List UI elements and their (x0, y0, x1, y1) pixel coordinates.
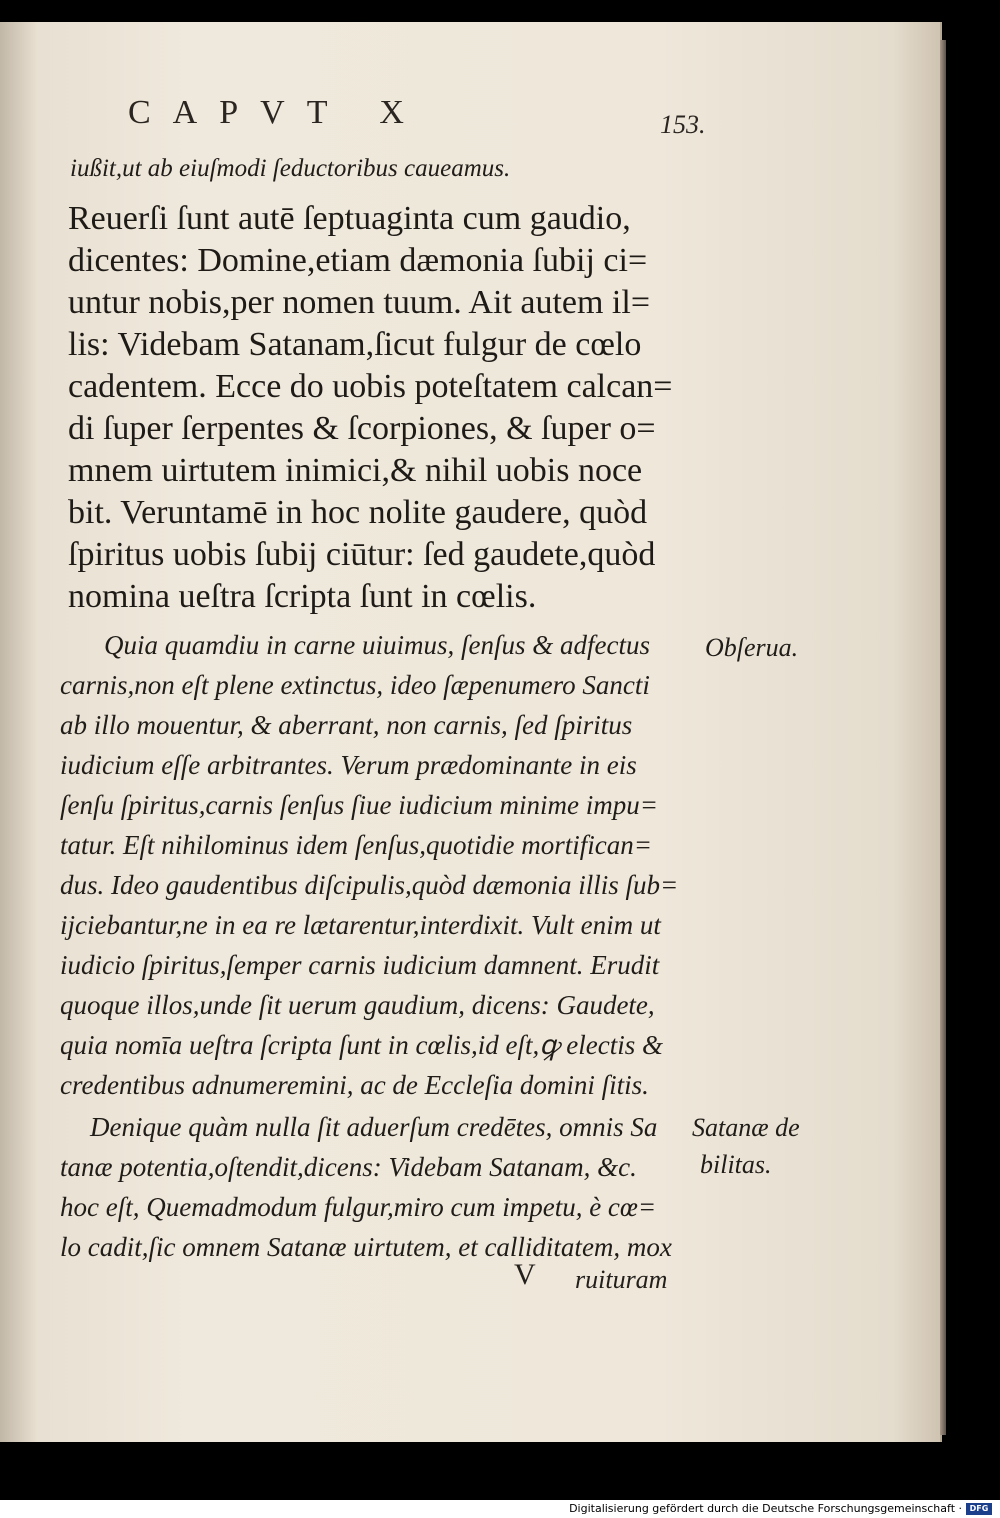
commentary-line: iudicium eſſe arbitrantes. Verum prædominante in eis (60, 750, 637, 780)
scripture-line: di ſuper ſerpentes & ſcorpiones, & ſuper o= (68, 410, 656, 447)
commentary-line: ijciebantur,ne in ea re lætarentur,interdixit. Vult enim ut (60, 910, 661, 940)
commentary-line: Quia quamdiu in carne uiuimus, ſenſus & adfectus (104, 630, 650, 660)
commentary-line: quia nomīa ueſtra ſcripta ſunt in cœlis,id eſt,ꝙ electis & (60, 1030, 663, 1060)
scripture-line: bit. Veruntamē in hoc nolite gaudere, quòd (68, 494, 648, 531)
scripture-line: ſpiritus uobis ſubij ciūtur: ſed gaudete,quòd (68, 536, 656, 573)
commentary-line: tatur. Eſt nihilominus idem ſenſus,quotidie mortifican= (60, 830, 652, 860)
running-title: CAPVT X (128, 94, 426, 131)
commentary-line: iudicio ſpiritus,ſemper carnis iudicium damnent. Erudit (60, 950, 660, 980)
marginal-note: bilitas. (700, 1150, 772, 1179)
commentary-line: tanæ potentia,oſtendit,dicens: Videbam Satanam, &c. (60, 1152, 637, 1182)
commentary-line: quoque illos,unde ſit uerum gaudium, dicens: Gaudete, (60, 990, 655, 1020)
scripture-line: dicentes: Domine,etiam dæmonia ſubij ci= (68, 242, 648, 279)
commentary-line: Denique quàm nulla ſit aduerſum credētes, omnis Sa (90, 1112, 658, 1142)
book-page (0, 22, 942, 1442)
scripture-line: iußit,ut ab eiuſmodi ſeductoribus caueamus. (70, 155, 511, 182)
scripture-line: untur nobis,per nomen tuum. Ait autem il= (68, 284, 651, 321)
commentary-line: hoc eſt, Quemadmodum fulgur,miro cum impetu, è cœ= (60, 1192, 657, 1222)
scripture-line: Reuerſi ſunt autē ſeptuaginta cum gaudio, (68, 200, 631, 237)
footer-bar (0, 1500, 1000, 1518)
dfg-logo-icon: DFG (966, 1503, 992, 1515)
scripture-line: lis: Videbam Satanam,ſicut fulgur de cœlo (68, 326, 642, 363)
scripture-line: mnem uirtutem inimici,& nihil uobis noce (68, 452, 643, 489)
page-number: 153. (660, 110, 706, 139)
commentary-line: carnis,non eſt plene extinctus, ideo ſæpenumero Sancti (60, 670, 650, 700)
footer-credit: Digitalisierung gefördert durch die Deutsche Forschungsgemeinschaft · (569, 1502, 962, 1515)
signature-mark: V (514, 1258, 536, 1291)
commentary-line: ab illo mouentur, & aberrant, non carnis, ſed ſpiritus (60, 710, 633, 740)
commentary-line: credentibus adnumeremini, ac de Eccleſia domini ſitis. (60, 1070, 649, 1100)
commentary-line: dus. Ideo gaudentibus diſcipulis,quòd dæmonia illis ſub= (60, 870, 679, 900)
catchword: ruituram (575, 1265, 668, 1294)
scripture-line: nomina ueſtra ſcripta ſunt in cœlis. (68, 578, 537, 615)
scripture-line: cadentem. Ecce do uobis poteſtatem calcan= (68, 368, 673, 405)
commentary-line: ſenſu ſpiritus,carnis ſenſus ſiue iudicium minime impu= (60, 790, 658, 820)
commentary-line: lo cadit,ſic omnem Satanæ uirtutem, et calliditatem, mox (60, 1232, 672, 1262)
page-edge (940, 40, 946, 1435)
marginal-note: Satanæ de (692, 1113, 800, 1142)
marginal-note: Obſerua. (705, 633, 799, 662)
